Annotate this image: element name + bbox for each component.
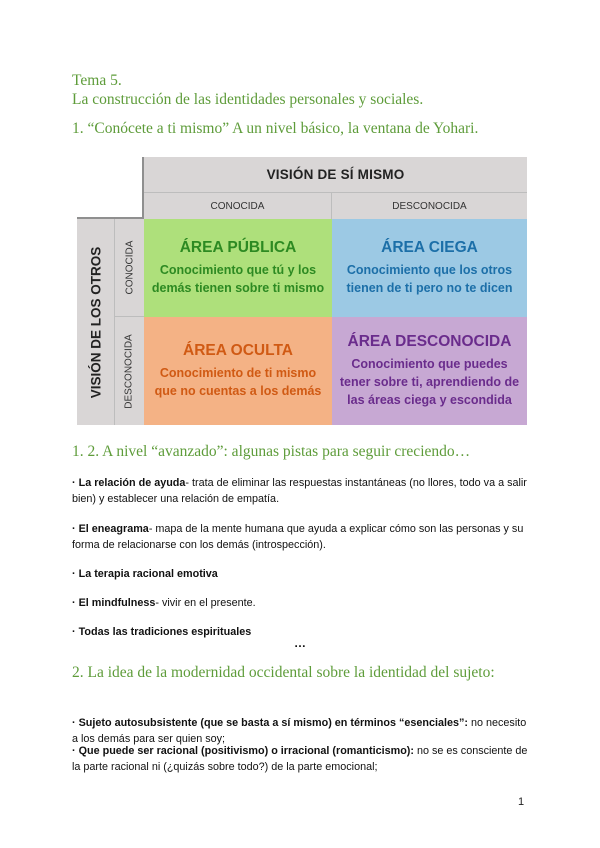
- bullet-bold: · El mindfulness: [72, 597, 156, 609]
- area-ciega-desc: Conocimiento que los otros tienen de ti pero no te dicen: [346, 263, 513, 295]
- area-ciega: [332, 219, 527, 317]
- area-publica-title: ÁREA PÚBLICA: [179, 239, 297, 256]
- section-1-heading: 1. “Conócete a ti mismo” A un nivel básico, la ventana de Yohari.: [72, 120, 479, 137]
- bullet-terapia: [72, 566, 532, 582]
- bullet-bold: · Que puede ser racional (positivismo) o irracional (romanticismo):: [72, 745, 414, 757]
- page-number: 1: [518, 796, 525, 808]
- area-oculta: [144, 317, 332, 425]
- area-desconocida-title: ÁREA DESCONOCIDA: [347, 333, 512, 350]
- johari-left-title-text: VISIÓN DE LOS OTROS: [88, 246, 103, 398]
- bullet-text: - vivir en el presente.: [155, 597, 256, 609]
- johari-top-unknown: DESCONOCIDA: [332, 193, 527, 219]
- bullet-text: no se es consciente de la parte racional ni (¿quizás sobre todo?) de la parte emocional;: [72, 745, 528, 773]
- johari-top-title: VISIÓN DE SÍ MISMO: [144, 157, 527, 193]
- johari-top-known: CONOCIDA: [144, 193, 332, 219]
- section-2-heading: 2. La idea de la modernidad occidental sobre la identidad del sujeto:: [72, 664, 495, 681]
- bullet-bold: · Sujeto autosubsistente (que se basta a sí mismo) en términos “esenciales”:: [72, 717, 469, 729]
- johari-left-unknown-text: DESCONOCIDA: [124, 333, 136, 409]
- bullet-text: - trata de eliminar las respuestas instantáneas (no llores, todo va a salir bien) y establecer una relación de empatía.: [72, 477, 527, 505]
- bullet-eneagrama: [72, 521, 532, 553]
- document-heading: [72, 71, 423, 109]
- document-title: La construcción de las identidades personales y sociales.: [72, 91, 424, 108]
- bullet-bold: · La terapia racional emotiva: [72, 568, 218, 580]
- johari-left-known-text: CONOCIDA: [124, 240, 135, 295]
- johari-left-known: [115, 219, 144, 317]
- area-desconocida: [332, 317, 527, 425]
- bullet-text: no necesito a los demás para ser quien soy;: [72, 717, 527, 745]
- area-oculta-desc: Conocimiento de ti mismo que no cuentas a los demás: [154, 366, 322, 398]
- bullet-text: - mapa de la mente humana que ayuda a explicar cómo son las personas y su forma de relacionarse con los demás (introspección).: [72, 523, 524, 551]
- area-ciega-title: ÁREA CIEGA: [381, 239, 478, 256]
- bullet-bold: · La relación de ayuda: [72, 477, 186, 489]
- bullet-bold: · El eneagrama: [72, 523, 149, 535]
- tema-label: Tema 5.: [72, 72, 122, 89]
- area-publica-desc: Conocimiento que tú y los demás tienen sobre ti mismo: [151, 263, 325, 295]
- area-desconocida-desc: Conocimiento que puedes tener sobre ti, aprendiendo de las áreas ciega y escondida: [339, 357, 520, 407]
- johari-left-title: [77, 219, 115, 425]
- johari-window-diagram: [77, 157, 527, 425]
- bullet-racional: [72, 743, 532, 775]
- ellipsis: …: [294, 636, 306, 650]
- bullet-relacion-ayuda: [72, 475, 532, 507]
- johari-left-unknown: [115, 317, 144, 425]
- area-publica: [144, 219, 332, 317]
- area-oculta-title: ÁREA OCULTA: [183, 342, 293, 359]
- johari-corner: [77, 157, 144, 219]
- bullet-mindfulness: [72, 595, 532, 611]
- section-1-2-heading: 1. 2. A nivel “avanzado”: algunas pistas para seguir creciendo…: [72, 443, 471, 460]
- bullet-bold: · Todas las tradiciones espirituales: [72, 626, 252, 638]
